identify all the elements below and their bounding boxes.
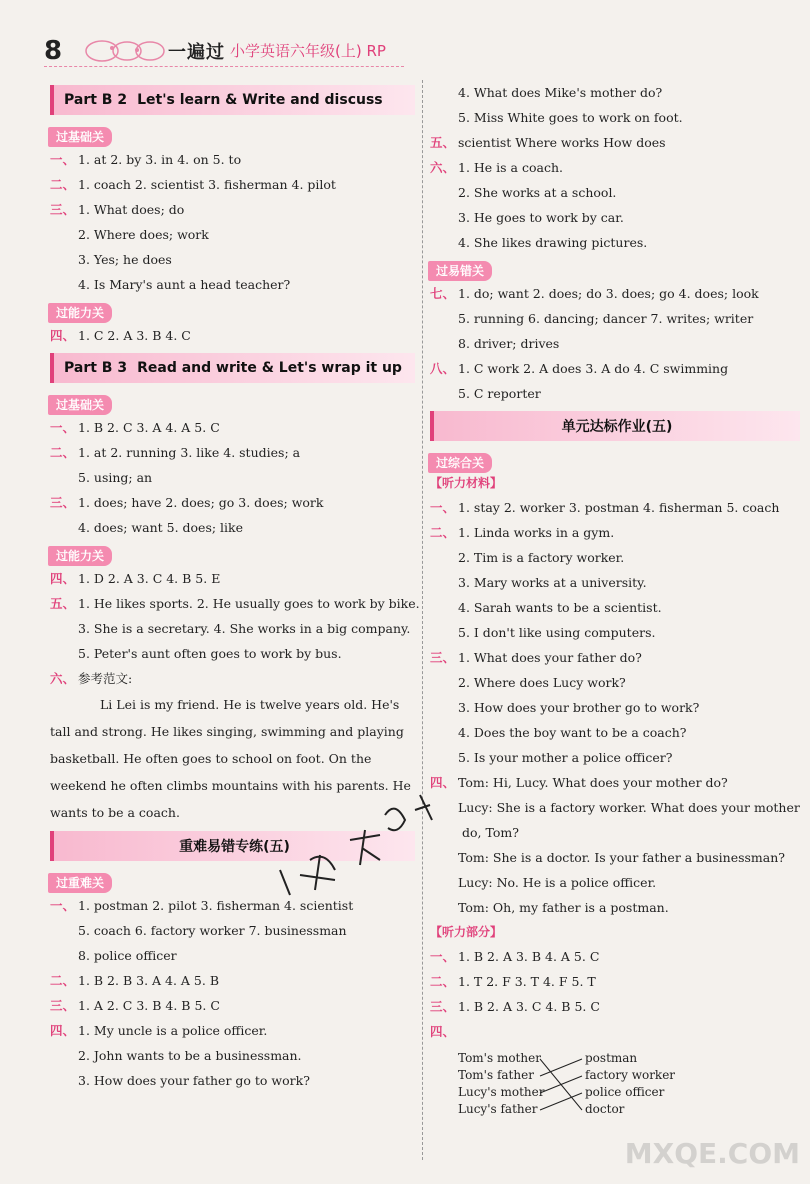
section-code: Part B 3 [64, 360, 128, 376]
answer-text: 2. Where does; work [78, 227, 209, 242]
answer-text: 3. Yes; he does [78, 252, 172, 267]
answer-text: 参考范文: [78, 671, 133, 686]
answer-text: 2. She works at a school. [458, 185, 617, 200]
answer-line [430, 670, 800, 695]
answer-line [50, 616, 415, 641]
answer-line [50, 440, 415, 465]
answer-text: Lucy: She is a factory worker. What does your mother [458, 800, 800, 815]
answer-line [430, 620, 800, 645]
answer-text: 8. driver; drives [458, 336, 560, 351]
question-number: 一、 [430, 949, 456, 964]
answer-text: 5. running 6. dancing; dancer 7. writes; writer [458, 311, 754, 326]
answer-line [430, 895, 800, 920]
answer-line [50, 415, 415, 440]
answer-line [430, 306, 800, 331]
handwritten-scribble [270, 780, 440, 900]
answer-line [430, 381, 800, 406]
section-title: Read and write & Let's wrap it up [137, 360, 402, 376]
answer-text: 5. using; an [78, 470, 153, 485]
answer-text: 1. do; want 2. does; do 3. does; go 4. does; look [458, 286, 759, 301]
question-number: 一、 [50, 420, 76, 435]
answer-line [50, 666, 415, 691]
question-number: 六、 [430, 160, 456, 175]
answer-line [50, 1018, 415, 1043]
answer-text: 1. C 2. A 3. B 4. C [78, 328, 191, 343]
answer-line [430, 845, 800, 870]
answer-text: 4. does; want 5. does; like [78, 520, 244, 535]
answer-line [430, 331, 800, 356]
answer-text: 1. D 2. A 3. C 4. B 5. E [78, 571, 221, 586]
answer-text: 2. Where does Lucy work? [458, 675, 626, 690]
matching-right-item: doctor [585, 1102, 625, 1116]
section-title: Let's learn & Write and discuss [137, 92, 383, 108]
answer-line [430, 645, 800, 670]
answer-text: 3. Mary works at a university. [458, 575, 647, 590]
matching-left-list [458, 1050, 544, 1118]
answer-text: 1. B 2. C 3. A 4. A 5. C [78, 420, 220, 435]
answer-text: 1. postman 2. pilot 3. fisherman 4. scientist [78, 898, 354, 913]
level-tag: 过综合关 [428, 453, 492, 473]
tag-row [430, 257, 800, 279]
level-tag: 过能力关 [48, 546, 112, 566]
answer-line [430, 595, 800, 620]
level-tag: 过基础关 [48, 395, 112, 415]
tag-row [50, 299, 415, 321]
book-title: 小学英语六年级(上) RP [230, 42, 386, 60]
answer-text: do, Tom? [458, 825, 519, 840]
answer-line [430, 281, 800, 306]
answer-line [430, 870, 800, 895]
answer-line [430, 570, 800, 595]
listening-part-label: 【听力部分】 [430, 925, 503, 939]
answer-line [50, 197, 415, 222]
answer-text: 4. Sarah wants to be a scientist. [458, 600, 662, 615]
question-number: 四、 [430, 775, 456, 790]
answer-line [430, 80, 800, 105]
answer-text: 3. How does your father go to work? [78, 1073, 310, 1088]
answer-line [50, 641, 415, 666]
answer-line [430, 820, 800, 845]
tag-row [50, 542, 415, 564]
answer-line [50, 968, 415, 993]
matching-left-item: Tom's father [458, 1068, 534, 1082]
matching-right-item: postman [585, 1051, 638, 1065]
question-number: 二、 [50, 445, 76, 460]
question-number: 二、 [430, 974, 456, 989]
answer-line [430, 695, 800, 720]
answer-text: Lucy: No. He is a police officer. [458, 875, 657, 890]
level-tag: 过重难关 [48, 873, 112, 893]
tag-row [50, 391, 415, 413]
matching-right-item: factory worker [585, 1068, 676, 1082]
answer-line [50, 172, 415, 197]
matching-left-item: Lucy's father [458, 1102, 538, 1116]
question-number: 六、 [50, 671, 76, 686]
answer-text: 1. coach 2. scientist 3. fisherman 4. pilot [78, 177, 336, 192]
answer-line [430, 180, 800, 205]
level-tag: 过基础关 [48, 127, 112, 147]
section-title: 重难易错专练(五) [179, 839, 290, 855]
question-number: 三、 [50, 998, 76, 1013]
answer-text: 5. Miss White goes to work on foot. [458, 110, 683, 125]
answer-line [50, 323, 415, 348]
answer-text: 1. B 2. B 3. A 4. A 5. B [78, 973, 220, 988]
answer-text: 1. My uncle is a police officer. [78, 1023, 268, 1038]
header-divider [44, 66, 404, 67]
answer-text: 5. Peter's aunt often goes to work by bus. [78, 646, 342, 661]
question-number: 四、 [50, 328, 76, 343]
answer-text: 4. She likes drawing pictures. [458, 235, 648, 250]
matching-right-list [585, 1050, 675, 1118]
question-number: 二、 [50, 973, 76, 988]
matching-line [540, 1093, 582, 1110]
answer-text: 1. T 2. F 3. T 4. F 5. T [458, 974, 596, 989]
answer-text: 4. What does Mike's mother do? [458, 85, 663, 100]
question-number: 二、 [430, 525, 456, 540]
matching-right-item: police officer [585, 1085, 665, 1099]
floral-decoration-icon [82, 36, 172, 66]
level-tag: 过易错关 [428, 261, 492, 281]
section-banner [50, 85, 415, 115]
question-number: 五、 [430, 135, 456, 150]
question-number: 一、 [430, 500, 456, 515]
answer-text: 3. How does your brother go to work? [458, 700, 700, 715]
answer-line [50, 247, 415, 272]
answer-line [50, 918, 415, 943]
answer-line [430, 1019, 800, 1044]
answer-line [50, 272, 415, 297]
matching-exercise [430, 1050, 800, 1130]
answer-line [430, 745, 800, 770]
answer-text: 8. police officer [78, 948, 177, 963]
answer-line [430, 795, 800, 820]
answer-line [430, 545, 800, 570]
answer-line [50, 490, 415, 515]
answer-line [50, 943, 415, 968]
answer-text: 1. stay 2. worker 3. postman 4. fisherman 5. coach [458, 500, 780, 515]
matching-left-item: Tom's mother [458, 1051, 541, 1065]
section-code: Part B 2 [64, 92, 128, 108]
answer-line [50, 566, 415, 591]
answer-line [430, 155, 800, 180]
answer-line [430, 944, 800, 969]
answer-text: 5. coach 6. factory worker 7. businessman [78, 923, 347, 938]
question-number: 三、 [50, 495, 76, 510]
answer-text: Tom: Hi, Lucy. What does your mother do? [458, 775, 728, 790]
answer-line [430, 720, 800, 745]
question-number: 八、 [430, 361, 456, 376]
section-banner [50, 353, 415, 383]
watermark: MXQE.COM [624, 1137, 800, 1170]
answer-line [430, 495, 800, 520]
question-number: 一、 [50, 152, 76, 167]
question-number: 三、 [50, 202, 76, 217]
answer-text: 1. does; have 2. does; go 3. does; work [78, 495, 324, 510]
answer-text: 3. She is a secretary. 4. She works in a big company. [78, 621, 411, 636]
answer-text: 1. He likes sports. 2. He usually goes to work by bike. [78, 596, 420, 611]
answer-text: 2. John wants to be a businessman. [78, 1048, 302, 1063]
answer-line [430, 994, 800, 1019]
question-number: 三、 [430, 999, 456, 1014]
answer-text: 5. Is your mother a police officer? [458, 750, 673, 765]
answer-text: Tom: She is a doctor. Is your father a businessman? [458, 850, 785, 865]
answer-line [430, 770, 800, 795]
answer-line [430, 230, 800, 255]
answer-text: 5. C reporter [458, 386, 541, 401]
question-number: 七、 [430, 286, 456, 301]
tag-row [50, 123, 415, 145]
answer-text: 4. Does the boy want to be a coach? [458, 725, 687, 740]
right-column [430, 80, 800, 1130]
answer-text: 1. B 2. A 3. C 4. B 5. C [458, 999, 600, 1014]
left-column [50, 80, 420, 1093]
answer-text: 5. I don't like using computers. [458, 625, 656, 640]
answer-line [430, 205, 800, 230]
answer-text: 1. C work 2. A does 3. A do 4. C swimming [458, 361, 729, 376]
matching-line [540, 1076, 582, 1093]
answer-line [50, 515, 415, 540]
answer-line [50, 222, 415, 247]
section-title: 单元达标作业(五) [561, 419, 673, 435]
question-number: 四、 [50, 571, 76, 586]
answer-text: 1. He is a coach. [458, 160, 563, 175]
answer-text: 1. at 2. running 3. like 4. studies; a [78, 445, 301, 460]
answer-line [50, 1068, 415, 1093]
answer-line [430, 520, 800, 545]
brand-logo: 一遍过 [168, 42, 225, 63]
answer-text: 4. Is Mary's aunt a head teacher? [78, 277, 291, 292]
answer-text: 1. What does your father do? [458, 650, 642, 665]
answer-text: Tom: Oh, my father is a postman. [458, 900, 669, 915]
answer-text: 1. A 2. C 3. B 4. B 5. C [78, 998, 220, 1013]
answer-line [430, 105, 800, 130]
question-number: 四、 [430, 1024, 456, 1039]
answer-text: 2. Tim is a factory worker. [458, 550, 625, 565]
answer-line [430, 356, 800, 381]
question-number: 二、 [50, 177, 76, 192]
level-tag: 过能力关 [48, 303, 112, 323]
answer-line [50, 1043, 415, 1068]
listening-material-label: 【听力材料】 [430, 476, 503, 490]
answer-line [50, 591, 420, 616]
page-number: 8 [44, 36, 63, 66]
matching-line [540, 1059, 582, 1076]
question-number: 一、 [50, 898, 76, 913]
answer-line [430, 969, 800, 994]
column-divider [422, 80, 423, 1160]
unit-test-banner [430, 411, 800, 441]
answer-line [50, 993, 415, 1018]
question-number: 四、 [50, 1023, 76, 1038]
matching-left-item: Lucy's mother [458, 1085, 545, 1099]
answer-text: 1. Linda works in a gym. [458, 525, 615, 540]
answer-text: 1. What does; do [78, 202, 185, 217]
question-number: 五、 [50, 596, 76, 611]
answer-text: 3. He goes to work by car. [458, 210, 624, 225]
answer-line [50, 147, 415, 172]
answer-line [50, 465, 415, 490]
answer-text: 1. at 2. by 3. in 4. on 5. to [78, 152, 242, 167]
answer-text: scientist Where works How does [458, 135, 666, 150]
tag-row [430, 449, 800, 471]
answer-line [430, 130, 800, 155]
sample-essay: Li Lei is my friend. He is twelve years old. He's tall and strong. He likes singing, swimming and playing basketball. He often goes to school on foot. On the weekend he often climbs mountains with his parents. He wants to be a coach. [50, 697, 411, 820]
answer-text: 1. B 2. A 3. B 4. A 5. C [458, 949, 600, 964]
question-number: 三、 [430, 650, 456, 665]
